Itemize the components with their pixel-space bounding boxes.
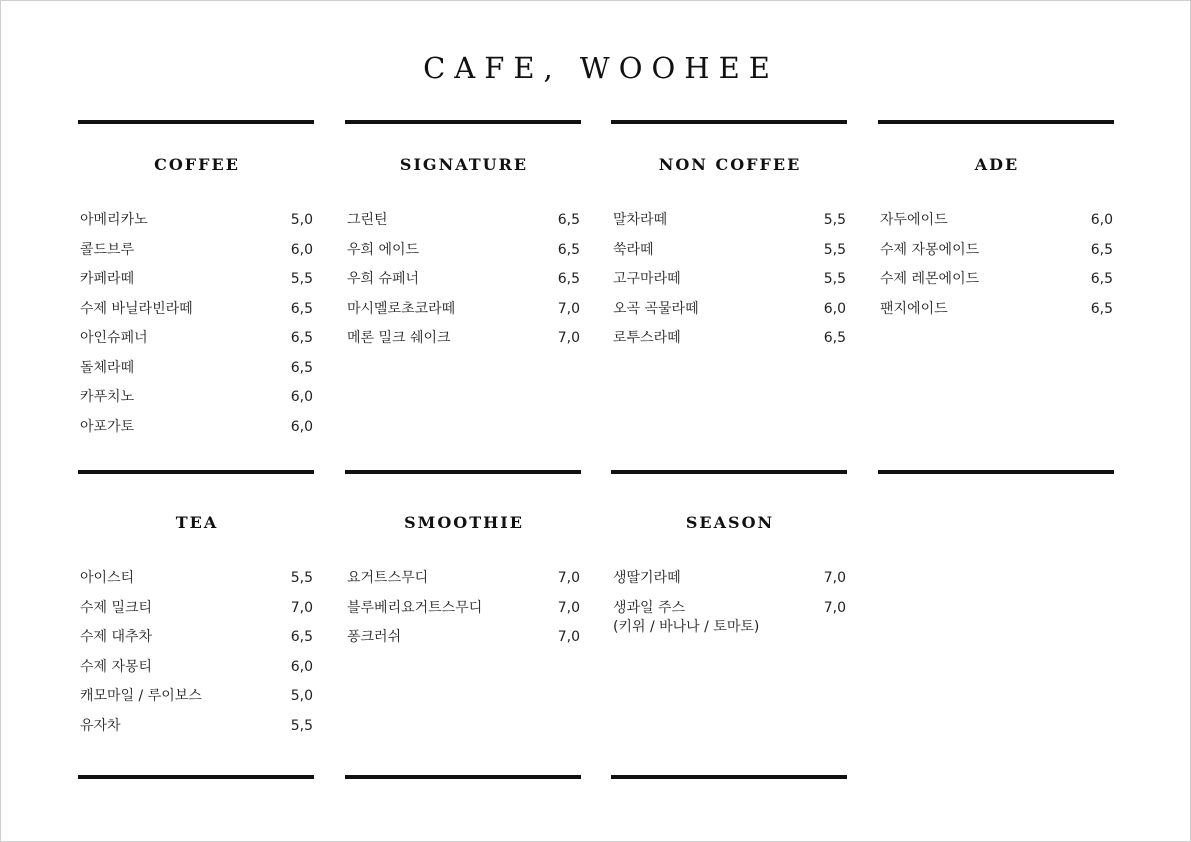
menu-item-price: 5,5 <box>290 271 313 287</box>
menu-item-name: 아이스티 <box>80 570 135 586</box>
section-title: NON COFFEE <box>658 155 802 174</box>
menu-item <box>80 658 313 688</box>
menu-item-note: (키위 / 바나나 / 토마토) <box>613 618 760 635</box>
menu-item <box>347 241 580 271</box>
menu-item-price: 6,5 <box>823 330 846 346</box>
section-title: TEA <box>175 513 219 532</box>
menu-item-price: 6,5 <box>290 359 313 376</box>
menu-item-name: 수제 자몽티 <box>80 658 153 675</box>
menu-item <box>880 241 1113 271</box>
menu-item <box>80 599 313 629</box>
menu-item-name: 카푸치노 <box>80 389 135 405</box>
section-title: SIGNATURE <box>399 155 529 174</box>
menu-item-price: 6,5 <box>557 241 580 258</box>
menu-item-name: 수제 레몬에이드 <box>880 271 980 287</box>
menu-item-price: 5,5 <box>823 271 846 287</box>
menu-item-price: 6,5 <box>290 300 313 317</box>
menu-list <box>613 211 846 359</box>
menu-item <box>613 329 846 359</box>
menu-item-name: 생딸기라떼 <box>613 570 681 586</box>
menu-item <box>613 300 846 330</box>
menu-item <box>347 329 580 359</box>
menu-item <box>80 329 313 359</box>
menu-list <box>613 569 846 635</box>
divider-rule <box>345 120 581 124</box>
menu-item-price: 6,0 <box>290 389 313 405</box>
menu-item-name: 블루베리요거트스무디 <box>347 599 483 616</box>
menu-item-price: 6,5 <box>290 629 313 645</box>
menu-item <box>347 211 580 241</box>
menu-item-price: 6,5 <box>1090 241 1113 258</box>
menu-list <box>347 211 580 359</box>
menu-item-name: 퐁크러쉬 <box>347 629 402 645</box>
divider-rule <box>78 470 314 474</box>
menu-item-name: 수제 밀크티 <box>80 599 153 616</box>
menu-item <box>347 599 580 629</box>
menu-item-name: 우희 에이드 <box>347 241 420 258</box>
menu-item-name: 수제 대추차 <box>80 629 153 645</box>
divider-rule <box>878 470 1114 474</box>
menu-list <box>880 211 1113 329</box>
menu-item-name: 우희 슈페너 <box>347 271 420 287</box>
menu-item-name: 생과일 주스 <box>613 599 686 616</box>
menu-item-name: 자두에이드 <box>880 212 948 228</box>
menu-item-price: 7,0 <box>290 599 313 616</box>
menu-item-name: 요거트스무디 <box>347 570 429 586</box>
menu-item-name: 카페라떼 <box>80 271 135 287</box>
menu-item-name: 말차라떼 <box>613 212 668 228</box>
menu-item-price: 7,0 <box>823 570 846 586</box>
menu-item <box>347 270 580 300</box>
menu-item-name: 유자차 <box>80 717 121 734</box>
menu-item-price: 5,5 <box>823 212 846 228</box>
menu-item-price: 6,0 <box>290 418 313 435</box>
menu-item-price: 7,0 <box>823 599 846 616</box>
menu-item-price: 5,5 <box>823 241 846 258</box>
menu-item <box>80 300 313 330</box>
menu-item <box>80 270 313 300</box>
menu-item-name: 오곡 곡물라떼 <box>613 300 699 317</box>
menu-item-name: 수제 자몽에이드 <box>880 241 980 258</box>
menu-list <box>80 569 313 746</box>
menu-item-name: 마시멜로초코라떼 <box>347 300 456 317</box>
section-title: SEASON <box>685 513 775 532</box>
menu-item-price: 7,0 <box>557 300 580 317</box>
divider-rule <box>345 470 581 474</box>
menu-item-name: 고구마라떼 <box>613 271 681 287</box>
menu-item-price: 6,5 <box>557 271 580 287</box>
menu-item <box>880 211 1113 241</box>
menu-item-price: 7,0 <box>557 629 580 645</box>
menu-item <box>347 300 580 330</box>
menu-item-price: 6,0 <box>290 658 313 675</box>
menu-item-price: 5,5 <box>290 717 313 734</box>
menu-item <box>80 211 313 241</box>
menu-item <box>613 241 846 271</box>
menu-item-price: 6,5 <box>1090 271 1113 287</box>
menu-item-name: 캐모마일 / 루이보스 <box>80 688 202 704</box>
menu-item-name: 그린틴 <box>347 212 388 228</box>
menu-item <box>880 300 1113 330</box>
menu-item <box>347 569 580 599</box>
cafe-title: CAFE, WOOHEE <box>423 51 779 85</box>
menu-item <box>613 569 846 599</box>
divider-rule <box>345 775 581 779</box>
menu-item <box>80 569 313 599</box>
divider-rule <box>611 470 847 474</box>
menu-item-price: 7,0 <box>557 599 580 616</box>
menu-item-name: 로투스라떼 <box>613 330 681 346</box>
menu-item-name: 쑥라떼 <box>613 241 654 258</box>
menu-item <box>347 628 580 658</box>
menu-item-price: 5,0 <box>290 688 313 704</box>
menu-item-price: 6,0 <box>290 241 313 258</box>
menu-item-price: 6,0 <box>1090 212 1113 228</box>
menu-item-name: 아인슈페너 <box>80 330 148 346</box>
menu-item-price: 6,5 <box>557 212 580 228</box>
menu-item-name: 아포가토 <box>80 418 135 435</box>
menu-list <box>347 569 580 658</box>
divider-rule <box>78 775 314 779</box>
menu-item-price: 7,0 <box>557 570 580 586</box>
section-title: COFFEE <box>154 155 240 174</box>
menu-item <box>80 241 313 271</box>
menu-item-name: 팬지에이드 <box>880 300 948 317</box>
menu-item-name: 수제 바닐라빈라떼 <box>80 300 193 317</box>
menu-item <box>613 211 846 241</box>
menu-item <box>613 270 846 300</box>
divider-rule <box>878 120 1114 124</box>
menu-item-name: 아메리카노 <box>80 212 148 228</box>
menu-item-price: 6,5 <box>290 330 313 346</box>
menu-item-price: 7,0 <box>557 330 580 346</box>
menu-item <box>80 717 313 747</box>
menu-item-price: 6,0 <box>823 300 846 317</box>
section-title: ADE <box>974 155 1020 174</box>
menu-item-price: 6,5 <box>1090 300 1113 317</box>
menu-list <box>80 211 313 447</box>
menu-item <box>80 359 313 389</box>
menu-item <box>80 418 313 448</box>
divider-rule <box>611 120 847 124</box>
menu-item-price: 5,0 <box>290 212 313 228</box>
menu-item-name: 돌체라떼 <box>80 359 135 376</box>
section-title: SMOOTHIE <box>404 513 524 532</box>
divider-rule <box>78 120 314 124</box>
menu-item <box>80 687 313 717</box>
menu-item-price: 5,5 <box>290 570 313 586</box>
menu-item-name: 메론 밀크 쉐이크 <box>347 330 451 346</box>
menu-item-name: 콜드브루 <box>80 241 135 258</box>
divider-rule <box>611 775 847 779</box>
menu-item <box>80 628 313 658</box>
menu-item <box>613 599 846 635</box>
menu-item <box>880 270 1113 300</box>
menu-item <box>80 388 313 418</box>
